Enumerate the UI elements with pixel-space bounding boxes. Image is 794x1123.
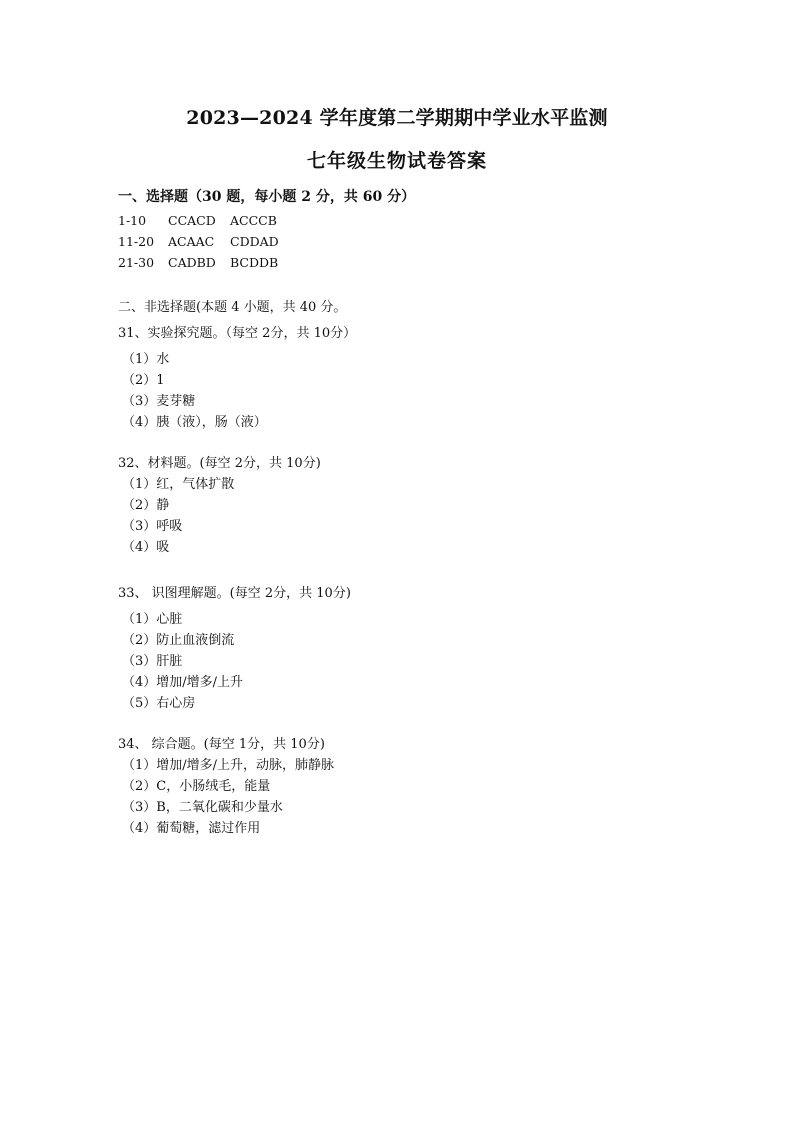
q34-heading: 34、 综合题。(每空 1分，共 10分)	[118, 737, 325, 752]
q33-answer: （2）防止血液倒流	[122, 633, 235, 648]
mc-answers-a: CCACD	[168, 213, 216, 228]
mc-answers-b: CDDAD	[230, 234, 279, 249]
mc-answer-row	[118, 234, 279, 249]
q31-answer: （3）麦芽糖	[122, 394, 196, 409]
q33-answer: （3）肝脏	[122, 654, 183, 669]
q33-answer: （4）增加/增多/上升	[122, 675, 244, 690]
section2-heading: 二、非选择题(本题 4 小题，共 40 分。	[118, 300, 347, 315]
q32-answer: （4）吸	[122, 540, 170, 555]
q34-answer: （4）葡萄糖，滤过作用	[122, 821, 261, 836]
q31-answer: （4）胰（液），肠（液）	[122, 415, 267, 430]
mc-answer-row	[118, 213, 277, 228]
mc-answers-b: BCDDB	[230, 255, 279, 270]
q34-answer: （2）C，小肠绒毛，能量	[122, 779, 271, 794]
mc-answer-row	[118, 255, 278, 270]
q31-answer: （1）水	[122, 352, 170, 367]
mc-answers-a: ACAAC	[168, 234, 215, 249]
q34-answer: （1）增加/增多/上升，动脉，肺静脉	[122, 758, 335, 773]
section1-heading: 一、选择题（30 题，每小题 2 分，共 60 分）	[118, 189, 416, 205]
document-subtitle: 七年级生物试卷答案	[306, 150, 487, 172]
q32-answer: （3）呼吸	[122, 519, 183, 534]
q33-answer: （1）心脏	[122, 612, 183, 627]
document-title: 2023—2024 学年度第二学期期中学业水平监测	[186, 107, 608, 129]
q31-heading: 31、实验探究题。（每空 2分，共 10分）	[118, 326, 357, 341]
q33-heading: 33、 识图理解题。(每空 2分，共 10分)	[118, 586, 351, 601]
q32-answer: （2）静	[122, 498, 170, 513]
mc-answers-a: CADBD	[168, 255, 216, 270]
q32-answer: （1）红，气体扩散	[122, 477, 235, 492]
mc-range: 1-10	[118, 213, 147, 228]
mc-answers-b: ACCCB	[230, 213, 277, 228]
mc-range: 21-30	[118, 255, 155, 270]
q31-answer: （2）1	[122, 373, 165, 388]
q33-answer: （5）右心房	[122, 696, 196, 711]
mc-range: 11-20	[118, 234, 155, 249]
q32-heading: 32、材料题。(每空 2分，共 10分)	[118, 456, 321, 471]
q34-answer: （3）B，二氧化碳和少量水	[122, 800, 283, 815]
